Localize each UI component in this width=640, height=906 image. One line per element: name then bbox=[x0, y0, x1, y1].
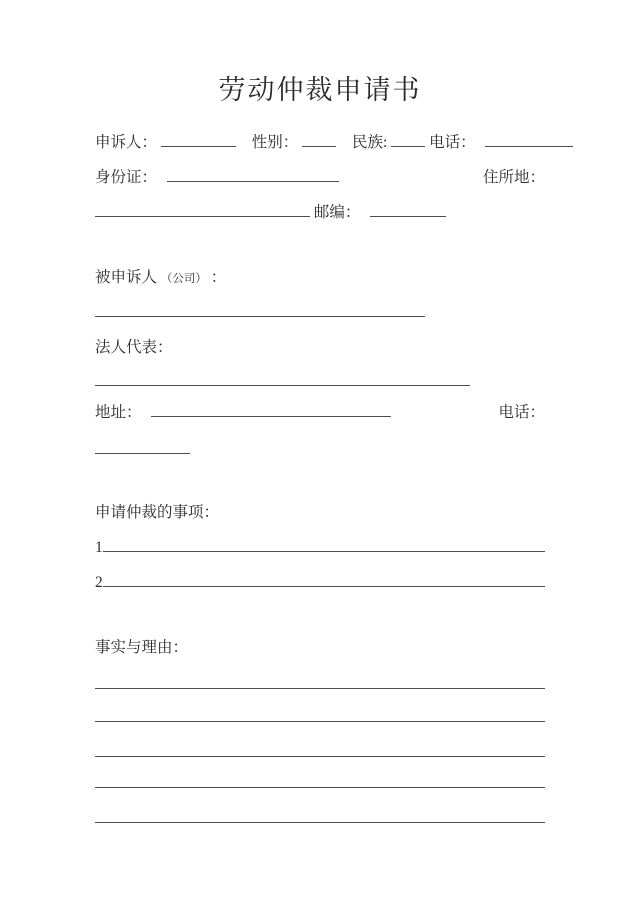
respondent-row bbox=[95, 268, 545, 289]
claimant-label: 申诉人： bbox=[95, 134, 158, 151]
document-title: 劳动仲裁申请书 bbox=[218, 75, 422, 105]
facts-blank-line-4 bbox=[95, 787, 545, 788]
phone-blank bbox=[485, 146, 573, 147]
matter-item-1-number: 1 bbox=[95, 539, 103, 556]
phone2-label: 电话： bbox=[498, 404, 545, 421]
idcard-row bbox=[95, 168, 545, 188]
address-blank bbox=[151, 416, 391, 417]
residence-blank bbox=[95, 216, 310, 217]
facts-row bbox=[95, 638, 545, 658]
respondent-paren-label: （公司） bbox=[160, 273, 207, 285]
arbitration-matters-row bbox=[95, 503, 545, 523]
matter-item-1-blank bbox=[103, 551, 545, 552]
matter-item-2-blank bbox=[103, 586, 545, 587]
legal-rep-blank-line bbox=[95, 385, 470, 386]
claimant-row bbox=[95, 133, 545, 153]
address-label: 地址： bbox=[95, 404, 142, 421]
legal-rep-label: 法人代表： bbox=[95, 339, 173, 356]
address-group bbox=[95, 403, 391, 423]
matter-item-1-row bbox=[95, 538, 545, 558]
legal-rep-row bbox=[95, 338, 545, 358]
respondent-blank-line bbox=[95, 316, 425, 317]
postal-label: 邮编： bbox=[313, 204, 361, 221]
facts-blank-line-2 bbox=[95, 721, 545, 722]
facts-label: 事实与理由： bbox=[95, 639, 189, 656]
idcard-blank bbox=[167, 181, 339, 182]
matter-item-2-number: 2 bbox=[95, 574, 103, 591]
ethnicity-label: 民族: bbox=[352, 134, 388, 151]
claimant-blank bbox=[161, 146, 236, 147]
postal-blank bbox=[370, 216, 446, 217]
arbitration-matters-label: 申请仲裁的事项： bbox=[95, 504, 220, 521]
address-row bbox=[95, 403, 545, 423]
matter-item-2-row bbox=[95, 573, 545, 593]
idcard-group bbox=[95, 168, 339, 188]
facts-blank-line-1 bbox=[95, 688, 545, 689]
postal-row bbox=[95, 203, 545, 223]
phone-label: 电话： bbox=[429, 134, 476, 151]
idcard-label: 身份证： bbox=[95, 169, 158, 186]
gender-blank bbox=[302, 146, 336, 147]
ethnicity-blank bbox=[391, 146, 425, 147]
facts-blank-line-3 bbox=[95, 756, 545, 757]
respondent-label: 被申诉人 bbox=[95, 269, 158, 286]
gender-label: 性别： bbox=[251, 134, 299, 151]
phone2-blank-line bbox=[95, 453, 190, 454]
respondent-colon: ： bbox=[210, 269, 227, 286]
residence-label: 住所地： bbox=[482, 169, 545, 186]
facts-blank-line-5 bbox=[95, 822, 545, 823]
